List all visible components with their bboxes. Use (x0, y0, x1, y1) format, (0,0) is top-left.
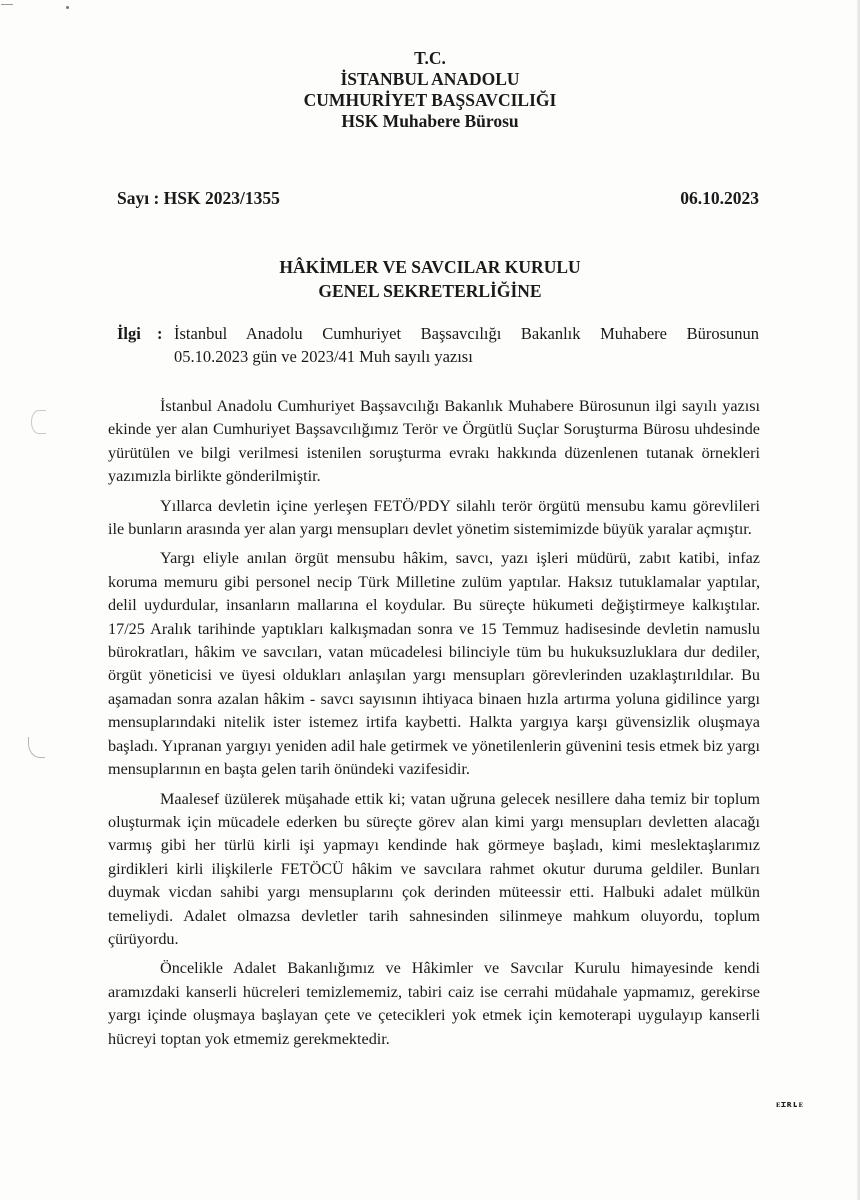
recipient-block (0, 255, 860, 303)
body-paragraph-2: Yıllarca devletin içine yerleşen FETÖ/PDY silahlı terör örgütü mensubu kamu görevlileri ile bunların arasında yer alan yargı mensupları devlet yönetim sistemimizde büyük yaralar açmıştır. (108, 496, 760, 539)
reference-row (117, 188, 759, 209)
body-paragraph-5: Öncelikle Adalet Bakanlığımız ve Hâkimler ve Savcılar Kurulu himayesinde kendi aramızdaki kanserli hücreleri temizlememiz, tabiri caiz ise cerrahi müdahale yapmamız, gerekirse yargı içinde oluşmaya başlayan çete ve çetecikleri yok etmek için kemoterapi uygulayıp kanserli hücreyi toptan yok etmemiz gerekmektedir. (108, 959, 760, 1048)
letterhead (0, 48, 860, 132)
body-paragraph-1: İstanbul Anadolu Cumhuriyet Başsavcılığı Bakanlık Muhabere Bürosunun ilgi sayılı yazısı ekinde yer alan Cumhuriyet Başsavcılığımız Terör ve Örgütlü Suçlar Soruşturma Bürosu uhdesinde yürütülen ve bilgi verilmesi istenilen soruşturma evrakı hakkında düzenlenen tutanak örnekleri yazımızla birlikte gönderilmiştir. (108, 397, 760, 486)
ilgi-label: İlgi (117, 324, 141, 343)
ilgi-text-line-2: 05.10.2023 gün ve 2023/41 Muh sayılı yazısı (174, 347, 473, 366)
page-code: ᴇɪʀʟᴇ (776, 1100, 804, 1110)
scan-dot (66, 6, 69, 9)
letterhead-office: CUMHURİYET BAŞSAVCILIĞI (303, 90, 557, 110)
letter-body (108, 395, 760, 1057)
body-paragraph-4: Maalesef üzülerek müşahade ettik ki; vatan uğruna gelecek nesillere daha temiz bir toplum oluşturmak için mücadele ederken bu süreçte görev alan kimi yargı mensupları devletten alacağı varmış gibi her türlü kirli işi yapmayı kendinde hak görmeye başladı, kimi meslektaşlarımız girdikleri kirli ilişkilerle FETÖCÜ hâkim ve savcılara rahmet okutur duruma geldiler. Bunları duymak vicdan sahibi yargı mensuplarını çok derinden müteessir etti. Halbuki adalet mülkün temeliydi. Adalet olmazsa devletler tarih sahnesinden silinmeye mahkum oluyordu, toplum çürüyordu. (108, 789, 760, 948)
recipient-line-1: HÂKİMLER VE SAVCILAR KURULU (279, 257, 581, 277)
letterhead-tc: T.C. (414, 48, 446, 68)
ilgi-colon: : (157, 324, 163, 343)
punch-hole-mark (28, 737, 45, 758)
letterhead-city: İSTANBUL ANADOLU (340, 69, 520, 89)
scan-corner-mark (1, 4, 13, 5)
body-paragraph-3: Yargı eliyle anılan örgüt mensubu hâkim, savcı, yazı işleri müdürü, zabıt katibi, infaz koruma memuru gibi personel necip Türk Milletine zulüm yaptılar. Haksız tutuklamalar yaptılar, delil uydurdular, insanların mallarına el koydular. Bu süreçte hükumeti değiştirmeye kalkıştılar. 17/25 Aralık tarihinde yaptıkları kalkışmadan sonra ve 15 Temmuz hadisesinde devletin namuslu bürokratları, hâkim ve savcıları, vatan mücadelesi bilinciyle tüm bu hukuksuzluklara dur dediler, örgüt yöneticisi ve üyesi oldukları anlaşılan yargı mensupları görevlerinden uzaklaştırıldılar. Bu aşamadan sonra azalan hâkim - savcı sayısının ihtiyaca binaen hızla artırma yoluna gidilince yargı mensuplarındaki nitelik ister istemez irtifa kaybetti. Halkta yargıya karşı güvensizlik oluşmaya başladı. Yıpranan yargıyı yeniden adil hale getirmek ve yönetilenlerin güvenini tesis etmek biz yargı mensuplarının en başta gelen tarih önündeki vazifesidir. (108, 549, 760, 779)
letterhead-bureau: HSK Muhabere Bürosu (341, 111, 519, 131)
recipient-line-2: GENEL SEKRETERLİĞİNE (318, 281, 542, 301)
punch-hole-mark (31, 410, 46, 434)
reference-number: Sayı : HSK 2023/1355 (117, 188, 280, 208)
subject-reference (117, 322, 759, 368)
document-date: 06.10.2023 (680, 188, 759, 208)
ilgi-text-line-1: İstanbul Anadolu Cumhuriyet Başsavcılığı Bakanlık Muhabere Bürosunun (174, 324, 759, 343)
